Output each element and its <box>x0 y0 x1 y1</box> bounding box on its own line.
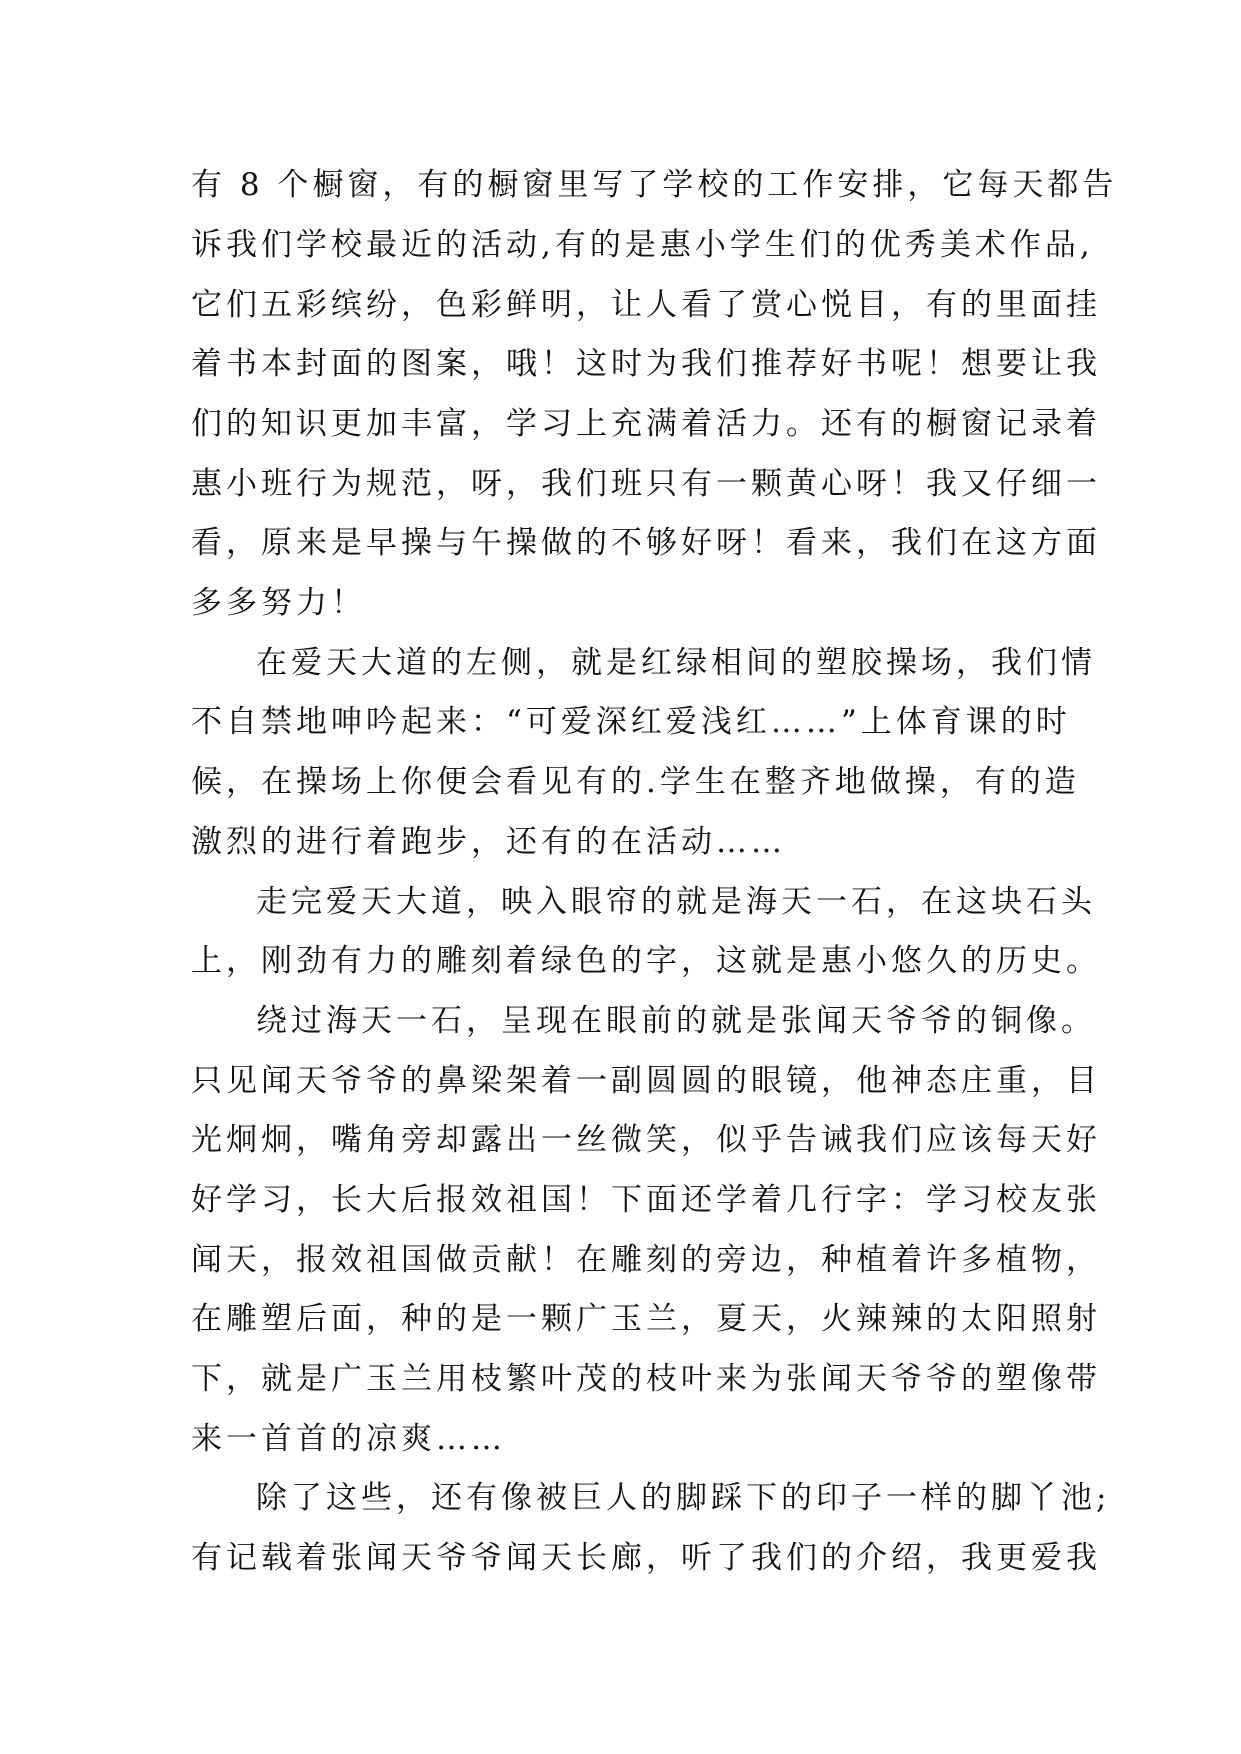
text-line: 除了这些，还有像被巨人的脚踩下的印子一样的脚丫池; <box>256 1480 1111 1516</box>
text-line: 下，就是广玉兰用枝繁叶茂的枝叶来为张闻天爷爷的塑像带 <box>191 1361 1101 1397</box>
text-line: 有 8 个橱窗，有的橱窗里写了学校的工作安排，它每天都告 <box>191 167 1118 203</box>
text-line: 诉我们学校最近的活动,有的是惠小学生们的优秀美术作品, <box>191 227 1094 263</box>
text-line: 在雕塑后面，种的是一颗广玉兰，夏天，火辣辣的太阳照射 <box>191 1301 1101 1337</box>
text-line: 看，原来是早操与午操做的不够好呀！看来，我们在这方面 <box>191 525 1101 561</box>
text-line: 绕过海天一石，呈现在眼前的就是张闻天爷爷的铜像。 <box>256 1003 1096 1039</box>
text-line: 候，在操场上你便会看见有的.学生在整齐地做操，有的造 <box>191 764 1080 800</box>
text-line: 着书本封面的图案，哦！这时为我们推荐好书呢！想要让我 <box>191 346 1101 382</box>
text-line: 只见闻天爷爷的鼻梁架着一副圆圆的眼镜，他神态庄重，目 <box>191 1063 1101 1099</box>
text-line: 有记载着张闻天爷爷闻天长廊，听了我们的介绍，我更爱我 <box>191 1540 1101 1576</box>
text-line: 来一首首的凉爽…… <box>191 1421 506 1457</box>
text-line: 激烈的进行着跑步，还有的在活动…… <box>191 824 786 860</box>
text-line: 闻天，报效祖国做贡献！在雕刻的旁边，种植着许多植物， <box>191 1242 1101 1278</box>
text-line: 上，刚劲有力的雕刻着绿色的字，这就是惠小悠久的历史。 <box>191 943 1101 979</box>
text-line: 在爱天大道的左侧，就是红绿相间的塑胶操场，我们情 <box>256 645 1096 681</box>
text-line: 光炯炯，嘴角旁却露出一丝微笑，似乎告诫我们应该每天好 <box>191 1122 1101 1158</box>
text-line: 它们五彩缤纷，色彩鲜明，让人看了赏心悦目，有的里面挂 <box>191 287 1101 323</box>
text-line: 多多努力！ <box>191 585 366 621</box>
text-line: 们的知识更加丰富，学习上充满着活力。还有的橱窗记录着 <box>191 406 1101 442</box>
text-line: 惠小班行为规范，呀，我们班只有一颗黄心呀！我又仔细一 <box>191 466 1101 502</box>
text-line: 不自禁地呻吟起来：“可爱深红爱浅红……”上体育课的时 <box>191 704 1071 740</box>
text-line: 走完爱天大道，映入眼帘的就是海天一石，在这块石头 <box>256 884 1096 920</box>
text-line: 好学习，长大后报效祖国！下面还学着几行字：学习校友张 <box>191 1182 1101 1218</box>
